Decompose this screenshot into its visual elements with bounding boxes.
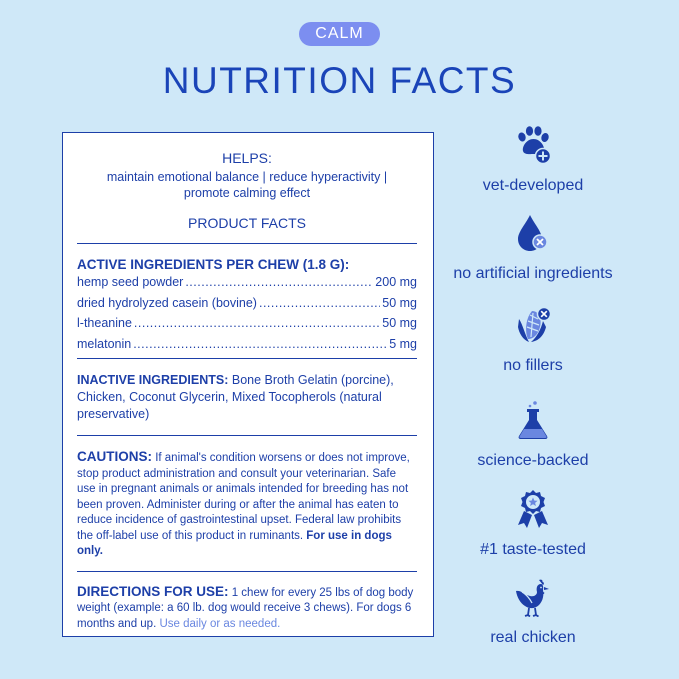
directions: [77, 584, 417, 633]
ingredient-name: dried hydrolyzed casein (bovine): [77, 295, 257, 310]
corn-x-icon: [513, 305, 553, 345]
feature-label: vet-developed: [482, 177, 584, 194]
divider: [77, 358, 417, 359]
cautions-heading: CAUTIONS:: [77, 449, 152, 464]
divider: [77, 243, 417, 244]
feature-label: science-backed: [477, 452, 589, 469]
cautions-text: If animal's condition worsens or does not improve, stop product administration and consult your veterinarian. Safe use in pregnant animals or animals intended for breeding has not been proven. Administer during or after the animal has eaten to reduce incidence of gastrointestinal upset. Federal law prohibits the off-label use of this product in ruminants.: [77, 452, 410, 542]
divider: [77, 571, 417, 572]
leader-dots: [185, 272, 373, 293]
ingredient-amount: 200 mg: [375, 275, 417, 289]
cautions: [77, 449, 417, 560]
ingredient-name: hemp seed powder: [77, 275, 184, 289]
feature-vet-developed: [418, 125, 648, 195]
ingredient-row: [77, 313, 417, 334]
award-ribbon-icon: [513, 489, 553, 529]
inactive-heading: INACTIVE INGREDIENTS:: [77, 373, 229, 387]
ingredient-amount: 5 mg: [389, 336, 417, 351]
cautions-bold: For use in dogs only.: [77, 529, 392, 557]
feature-real-chicken: [418, 577, 648, 647]
helps-heading: HELPS:: [222, 150, 272, 166]
active-ingredients-heading: ACTIVE INGREDIENTS PER CHEW (1.8 G):: [77, 257, 350, 272]
flask-icon: [513, 400, 553, 440]
feature-no-fillers: [418, 305, 648, 375]
ingredient-row: [77, 334, 417, 355]
helps-line-1: maintain emotional balance | reduce hyperactivity |: [106, 170, 388, 184]
feature-label: #1 taste-tested: [480, 541, 586, 558]
ingredient-amount: 50 mg: [382, 295, 417, 310]
feature-science-backed: [418, 400, 648, 470]
leader-dots: [259, 293, 380, 314]
feature-label: no fillers: [503, 357, 563, 374]
feature-taste-tested: [418, 489, 648, 559]
feature-label: real chicken: [490, 629, 576, 646]
product-facts-heading: PRODUCT FACTS: [188, 215, 306, 231]
inactive-ingredients: [77, 372, 417, 423]
ingredient-row: [77, 272, 417, 293]
ingredient-row: [77, 293, 417, 314]
leader-dots: [133, 334, 387, 355]
chicken-icon: [513, 577, 553, 617]
feature-no-artificial: [418, 213, 648, 283]
page-title: NUTRITION FACTS: [162, 60, 517, 101]
calm-badge: CALM: [299, 22, 380, 46]
leader-dots: [134, 313, 380, 334]
ingredient-amount: 50 mg: [382, 316, 417, 330]
active-ingredients-section: [77, 257, 417, 354]
divider: [77, 435, 417, 436]
helps-text: [77, 169, 417, 201]
directions-heading: DIRECTIONS FOR USE:: [77, 583, 229, 599]
directions-text: 1 chew for every 25 lbs of dog body weight (example: a 60 lb. dog would receive 3 chews). For dogs 6 months and up.: [77, 586, 414, 630]
feature-label: no artificial ingredients: [453, 265, 613, 282]
inactive-text: Bone Broth Gelatin (porcine), Chicken, Coconut Glycerin, Mixed Tocopherols (natural preservative): [77, 373, 394, 421]
directions-light: Use daily or as needed.: [159, 617, 281, 630]
drop-x-icon: [513, 213, 553, 253]
nutrition-panel: [62, 132, 434, 637]
ingredient-name: l-theanine: [77, 316, 132, 330]
paw-plus-icon: [513, 125, 553, 165]
helps-line-2: promote calming effect: [183, 186, 311, 200]
ingredient-name: melatonin: [77, 336, 132, 351]
